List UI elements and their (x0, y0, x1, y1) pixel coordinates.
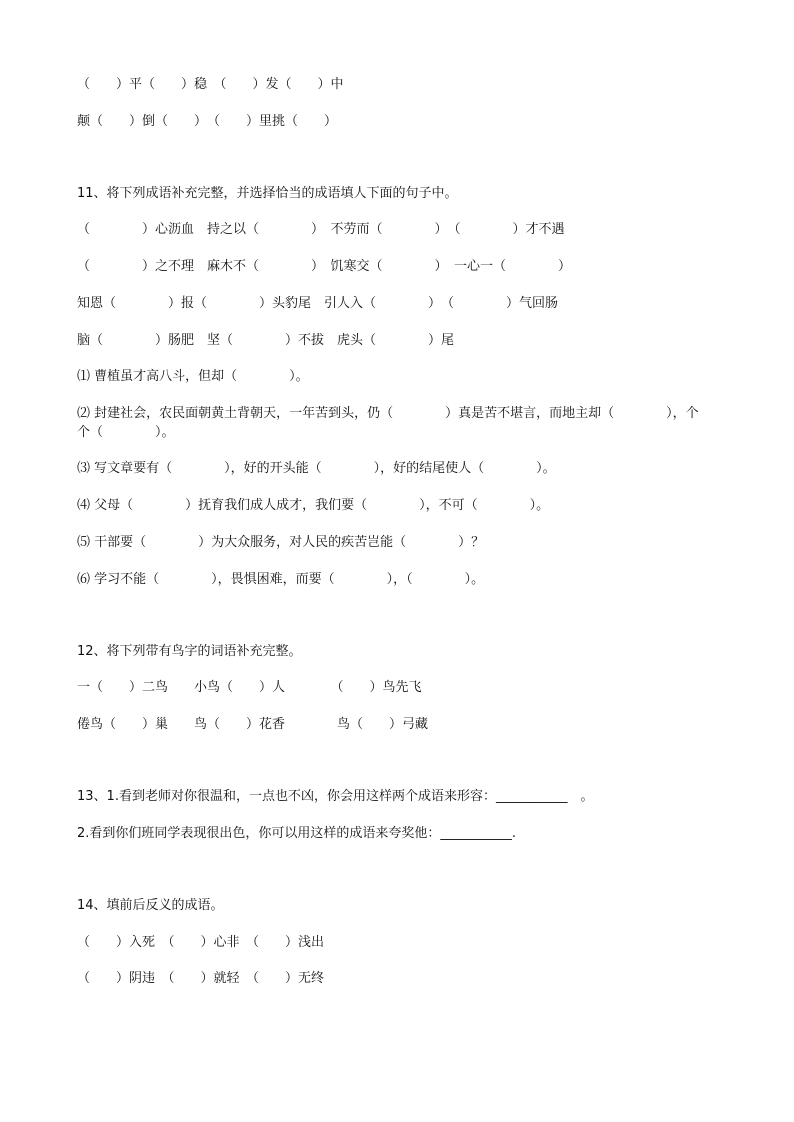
idiom-fill-line: （ ）之不理 麻木不（ ） 饥寒交（ ） 一心一（ ） (77, 259, 572, 274)
idiom-fill-line: 一（ ）二鸟 小鸟（ ）人 （ ）鸟先飞 (77, 680, 422, 695)
idiom-fill-line: （ ）阴违 （ ）就轻 （ ）无终 (77, 971, 325, 986)
sentence-item-1: ⑴ 曹植虽才高八斗，但却（ ）。 (77, 369, 309, 384)
question-11-title: 11、将下列成语补充完整，并选择恰当的成语填人下面的句子中。 (77, 186, 458, 201)
question-12-title: 12、将下列带有鸟字的词语补充完整。 (77, 644, 302, 659)
sentence-item-2: ⑵ 封建社会，农民面朝黄土背朝天，一年苦到头，仍（ ）真是苦不堪言，而地主却（ ），个 (77, 406, 699, 421)
sentence-item-2-cont: 个（ ）。 (77, 425, 175, 440)
question-13-item-2: 2.看到你们班同学表现很出色，你可以用这样的成语来夸奖他：___________. (77, 826, 517, 841)
question-14-title: 14、填前后反义的成语。 (77, 898, 224, 913)
idiom-fill-line: （ ）入死 （ ）心非 （ ）浅出 (77, 935, 325, 950)
idiom-fill-line: 倦鸟（ ）巢 鸟（ ）花香 鸟（ ）弓藏 (77, 717, 429, 732)
sentence-item-6: ⑹ 学习不能（ ），畏惧困难，而要（ ），（ ）。 (77, 572, 485, 587)
idiom-fill-line: （ ）平（ ）稳 （ ）发（ ）中 (77, 77, 344, 92)
idiom-fill-line: 颠（ ）倒（ ） （ ）里挑（ ） (77, 114, 338, 129)
idiom-fill-line: （ ）心沥血 持之以（ ） 不劳而（ ） （ ）才不遇 (77, 222, 565, 237)
question-13-item-1: 13、1.看到老师对你很温和，一点也不凶，你会用这样两个成语来形容：___________ 。 (77, 789, 594, 804)
sentence-item-3: ⑶ 写文章要有（ ），好的开头能（ ），好的结尾使人（ ）。 (77, 461, 556, 476)
idiom-fill-line: 知恩（ ）报（ ）头豹尾 引人入（ ） （ ）气回肠 (77, 296, 559, 311)
sentence-item-4: ⑷ 父母（ ）抚育我们成人成才，我们要（ ），不可（ ）。 (77, 498, 550, 513)
idiom-fill-line: 脑（ ）肠肥 坚（ ）不拔 虎头（ ）尾 (77, 333, 455, 348)
sentence-item-5: ⑸ 干部要（ ）为大众服务，对人民的疾苦岂能（ ）？ (77, 535, 485, 550)
